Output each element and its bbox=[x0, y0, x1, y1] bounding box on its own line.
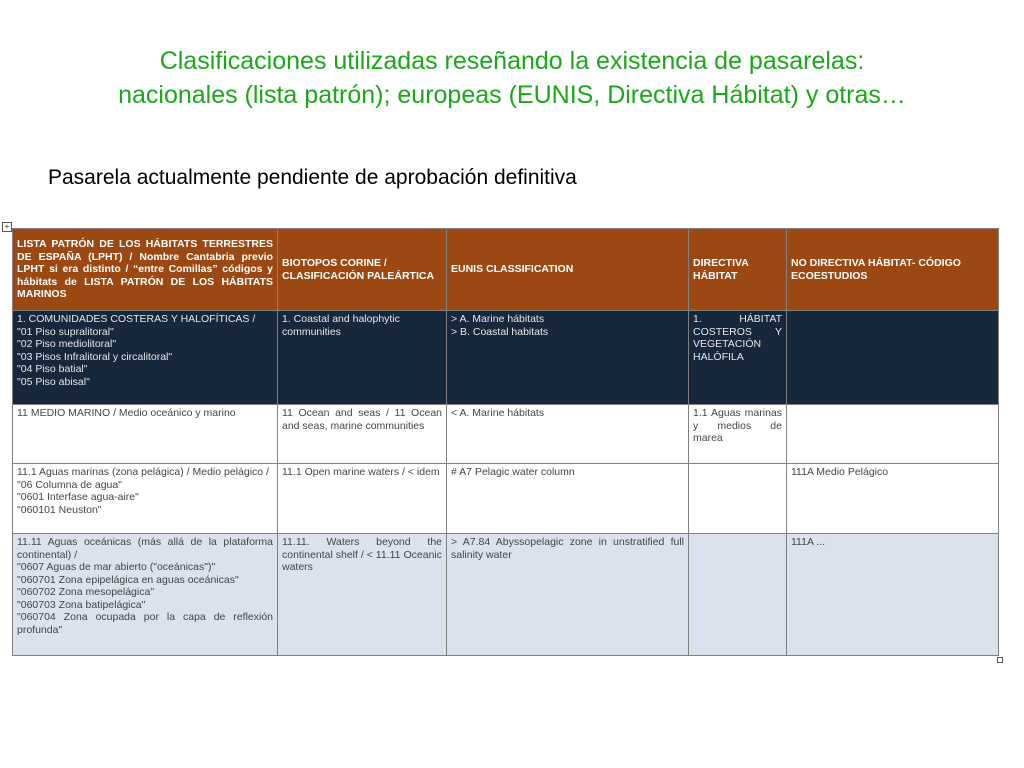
cell-line: "060701 Zona epipelágica en aguas oceánicas" bbox=[17, 573, 239, 586]
cell-line: "01 Piso supralitoral" bbox=[17, 325, 114, 338]
cell-line: < A. Marine hábitats bbox=[451, 407, 545, 419]
cell-eunis bbox=[447, 464, 689, 534]
slide-title-line-2: nacionales (lista patrón); europeas (EUNIS, Directiva Hábitat) y otras… bbox=[118, 81, 906, 109]
cell-line: 1. COMUNIDADES COSTERAS Y HALOFÍTICAS / bbox=[17, 313, 256, 325]
cell-line: # A7 Pelagic water column bbox=[451, 466, 575, 478]
cell-line: "0601 Interfase agua-aire" bbox=[17, 491, 139, 503]
cell-eunis bbox=[447, 534, 689, 656]
table-resize-handle[interactable] bbox=[997, 657, 1003, 663]
cell-line: 11.11. Waters beyond the continental shelf / < 11.11 Oceanic waters bbox=[282, 536, 442, 573]
cell-line: 1. Coastal and halophytic communities bbox=[282, 313, 400, 338]
cell-directiva bbox=[689, 464, 787, 534]
header-eunis: EUNIS CLASSIFICATION bbox=[447, 229, 689, 311]
header-lpht: LISTA PATRÓN DE LOS HÁBITATS TERRESTRES DE ESPAÑA (LPHT) / Nombre Cantabria previo LPHT si era distinto / “entre Comillas” códigos y hábitats de LISTA PATRÓN DE LOS HÁBITATS MARINOS bbox=[13, 229, 278, 311]
cell-line: "02 Piso mediolitoral" bbox=[17, 338, 117, 350]
cell-corine bbox=[278, 311, 447, 405]
cell-line: "04 Piso batial" bbox=[17, 363, 88, 375]
cell-line: 11.1 Aguas marinas (zona pelágica) / Medio pelágico / bbox=[17, 466, 269, 478]
cell-line: "0607 Aguas de mar abierto ("oceánicas")" bbox=[17, 561, 216, 573]
cell-line: "060702 Zona mesopelágica" bbox=[17, 586, 155, 598]
table-row bbox=[13, 534, 999, 656]
cell-directiva bbox=[689, 534, 787, 656]
cell-line: 11 MEDIO MARINO / Medio oceánico y marino bbox=[17, 407, 236, 419]
habitat-classification-table bbox=[12, 228, 999, 656]
cell-lpht bbox=[13, 311, 278, 405]
header-no-directiva: NO DIRECTIVA HÁBITAT- CÓDIGO ECOESTUDIOS bbox=[787, 229, 999, 311]
cell-corine bbox=[278, 464, 447, 534]
cell-no-directiva bbox=[787, 405, 999, 464]
header-corine: BIOTOPOS CORINE / CLASIFICACIÓN PALEÁRTICA bbox=[278, 229, 447, 311]
cell-corine bbox=[278, 534, 447, 656]
cell-line: 11 Ocean and seas / 11 Ocean and seas, marine communities bbox=[282, 407, 442, 432]
table-row bbox=[13, 311, 999, 405]
cell-lpht bbox=[13, 405, 278, 464]
cell-no-directiva bbox=[787, 311, 999, 405]
cell-line: "05 Piso abisal" bbox=[17, 375, 90, 388]
cell-line: 11.1 Open marine waters / < idem bbox=[282, 466, 440, 478]
cell-lpht bbox=[13, 534, 278, 656]
slide-subtitle: Pasarela actualmente pendiente de aprobación definitiva bbox=[48, 166, 577, 189]
cell-line: "060704 Zona ocupada por la capa de reflexión profunda" bbox=[17, 611, 273, 636]
cell-line: > A7.84 Abyssopelagic zone in unstratified full salinity water bbox=[451, 536, 684, 561]
slide-title bbox=[0, 44, 1024, 112]
cell-line: > A. Marine hábitats bbox=[451, 313, 545, 325]
cell-line: "060101 Neuston" bbox=[17, 503, 102, 516]
table-header-row bbox=[13, 229, 999, 311]
cell-line: "03 Pisos Infralitoral y circalitoral" bbox=[17, 350, 173, 363]
table-row bbox=[13, 405, 999, 464]
header-directiva: DIRECTIVA HÁBITAT bbox=[689, 229, 787, 311]
slide-title-line-1: Clasificaciones utilizadas reseñando la existencia de pasarelas: bbox=[159, 47, 865, 75]
cell-corine bbox=[278, 405, 447, 464]
table-move-handle-icon[interactable]: + bbox=[2, 222, 12, 232]
cell-directiva bbox=[689, 311, 787, 405]
cell-directiva bbox=[689, 405, 787, 464]
cell-lpht bbox=[13, 464, 278, 534]
cell-eunis bbox=[447, 405, 689, 464]
cell-line: > B. Coastal habitats bbox=[451, 325, 549, 338]
cell-line: 1. HÁBITAT COSTEROS Y VEGETACIÓN HALÓFILA bbox=[693, 313, 782, 363]
cell-line: "060703 Zona batipelágica" bbox=[17, 598, 146, 611]
cell-line: "06 Columna de agua" bbox=[17, 478, 122, 491]
cell-no-directiva bbox=[787, 464, 999, 534]
cell-line: 11.11 Aguas oceánicas (más allá de la plataforma continental) / bbox=[17, 536, 273, 561]
cell-line: 111A ... bbox=[791, 536, 826, 548]
table-row bbox=[13, 464, 999, 534]
cell-no-directiva bbox=[787, 534, 999, 656]
cell-line: 1.1 Aguas marinas y medios de marea bbox=[693, 407, 782, 444]
cell-eunis bbox=[447, 311, 689, 405]
cell-line: 111A Medio Pelágico bbox=[791, 466, 889, 478]
